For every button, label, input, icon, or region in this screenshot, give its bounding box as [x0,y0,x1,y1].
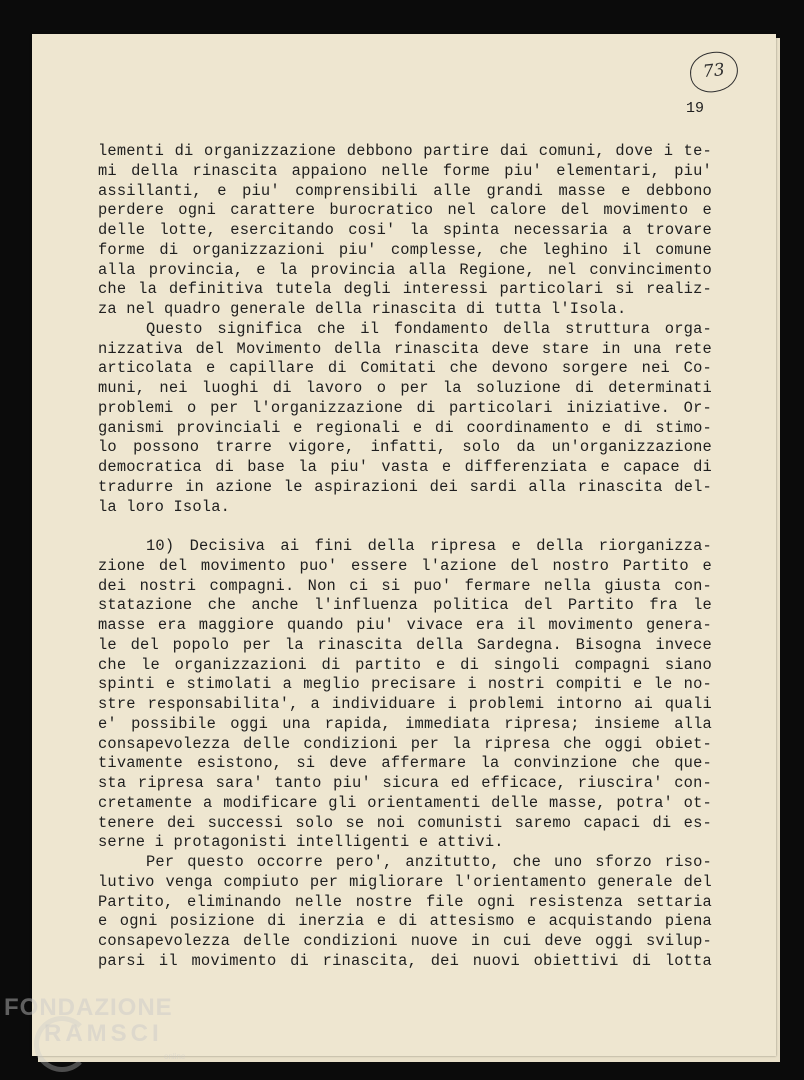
watermark-line-2: RAMSCI [44,1020,163,1047]
text-line: nizzativa del Movimento della rinascita deve stare in una rete [98,339,712,358]
text-line: lutivo venga compiuto per migliorare l'orientamento generale del [98,872,712,891]
document-body [98,142,712,972]
text-line: forme di organizzazioni piu' complesse, che leghino il comune [98,240,712,259]
text-line: e ogni posizione di inerzia e di attesismo e acquistando piena [98,912,712,931]
text-line: serne i protagonisti intelligenti e attivi. [98,833,504,852]
text-line: za nel quadro generale della rinascita di tutta l'Isola. [98,300,627,318]
text-line: la loro Isola. [98,497,231,516]
text-line: statazione che anche l'influenza politica del Partito fra le [98,596,712,615]
text-line: che le organizzazioni di partito e di singoli compagni siano [98,655,712,674]
text-line: assillanti, e piu' comprensibili alle grandi masse e debbono [98,181,712,200]
text-line: alla provincia, e la provincia alla Regione, nel convincimento [98,260,712,279]
page-number: 19 [686,100,705,117]
paragraph-4 [98,853,712,972]
paragraph-1 [98,142,712,320]
text-line: consapevolezza delle condizioni nuove in cui deve oggi svilup- [98,932,712,950]
text-line: perdere ogni carattere burocratico nel calore del movimento e [98,201,712,220]
text-line: dei nostri compagni. Non ci si puo' fermare nella giusta con- [98,576,712,595]
paragraph-3 [98,537,712,853]
text-line: e' possibile oggi una rapida, immediata ripresa; insieme alla [98,714,712,733]
text-line: che la definitiva tutela degli interessi particolari si realiz- [98,280,712,299]
fondazione-gramsci-watermark [4,994,214,1074]
paragraph-gap [98,517,712,537]
text-line: zione del movimento puo' essere l'azione del nostro Partito e [98,556,712,575]
text-line: Per questo occorre pero', anzitutto, che uno sforzo riso- [146,853,712,871]
text-line: parsi il movimento di rinascita, dei nuovi obiettivi di lotta [98,951,712,970]
text-line: Questo significa che il fondamento della struttura orga- [146,319,712,338]
text-line: le del popolo per la rinascita della Sardegna. Bisogna invece [98,635,712,654]
text-line: stre responsabilita', a individuare i problemi intorno ai quali [98,695,712,713]
text-line: sta ripresa sara' tanto piu' sicura ed efficace, riuscira' con- [98,774,712,792]
text-line: ganismi provinciali e regionali e di coordinamento e di stimo- [98,418,712,437]
text-line: tradurre in azione le aspirazioni dei sardi alla rinascita del- [98,477,712,496]
text-line: lementi di organizzazione debbono partire dai comuni, dove i te- [98,142,712,160]
text-line: consapevolezza delle condizioni per la ripresa che oggi obiet- [98,734,712,753]
text-line: 10) Decisiva ai fini della ripresa e della riorganizza- [146,537,712,555]
text-line: tenere dei successi solo se noi comunisti saremo capaci di es- [98,813,712,832]
text-line: democratica di base la piu' vasta e differenziata e capace di [98,458,712,476]
text-line: delle lotte, esercitando cosi' la spinta necessaria a trovare [98,221,712,239]
text-line: mi della rinascita appaiono nelle forme piu' elementari, piu' [98,161,712,180]
archive-number-mark: 73 [688,50,740,95]
text-line: tivamente esistono, si deve affermare la convinzione che que- [98,754,712,773]
watermark-sub: online [164,1052,186,1061]
paragraph-2 [98,320,712,518]
text-line: spinti e stimolati a meglio precisare i nostri compiti e le no- [98,675,712,694]
text-line: articolata e capillare di Comitati che devono sorgere nei Co- [98,359,712,378]
text-line: muni, nei luoghi di lavoro o per la soluzione di determinati [98,379,712,397]
text-line: problemi o per l'organizzazione di particolari iniziative. Or- [98,398,712,417]
text-line: lo possono trarre vigore, infatti, solo da un'organizzazione [98,438,712,457]
text-line: masse era maggiore quando piu' vivace era il movimento genera- [98,616,712,634]
text-line: cretamente a modificare gli orientamenti delle masse, potra' ot- [98,793,712,812]
text-line: Partito, eliminando nelle nostre file ogni resistenza settaria [98,892,712,911]
watermark-line-1: FONDAZIONE [4,994,173,1021]
